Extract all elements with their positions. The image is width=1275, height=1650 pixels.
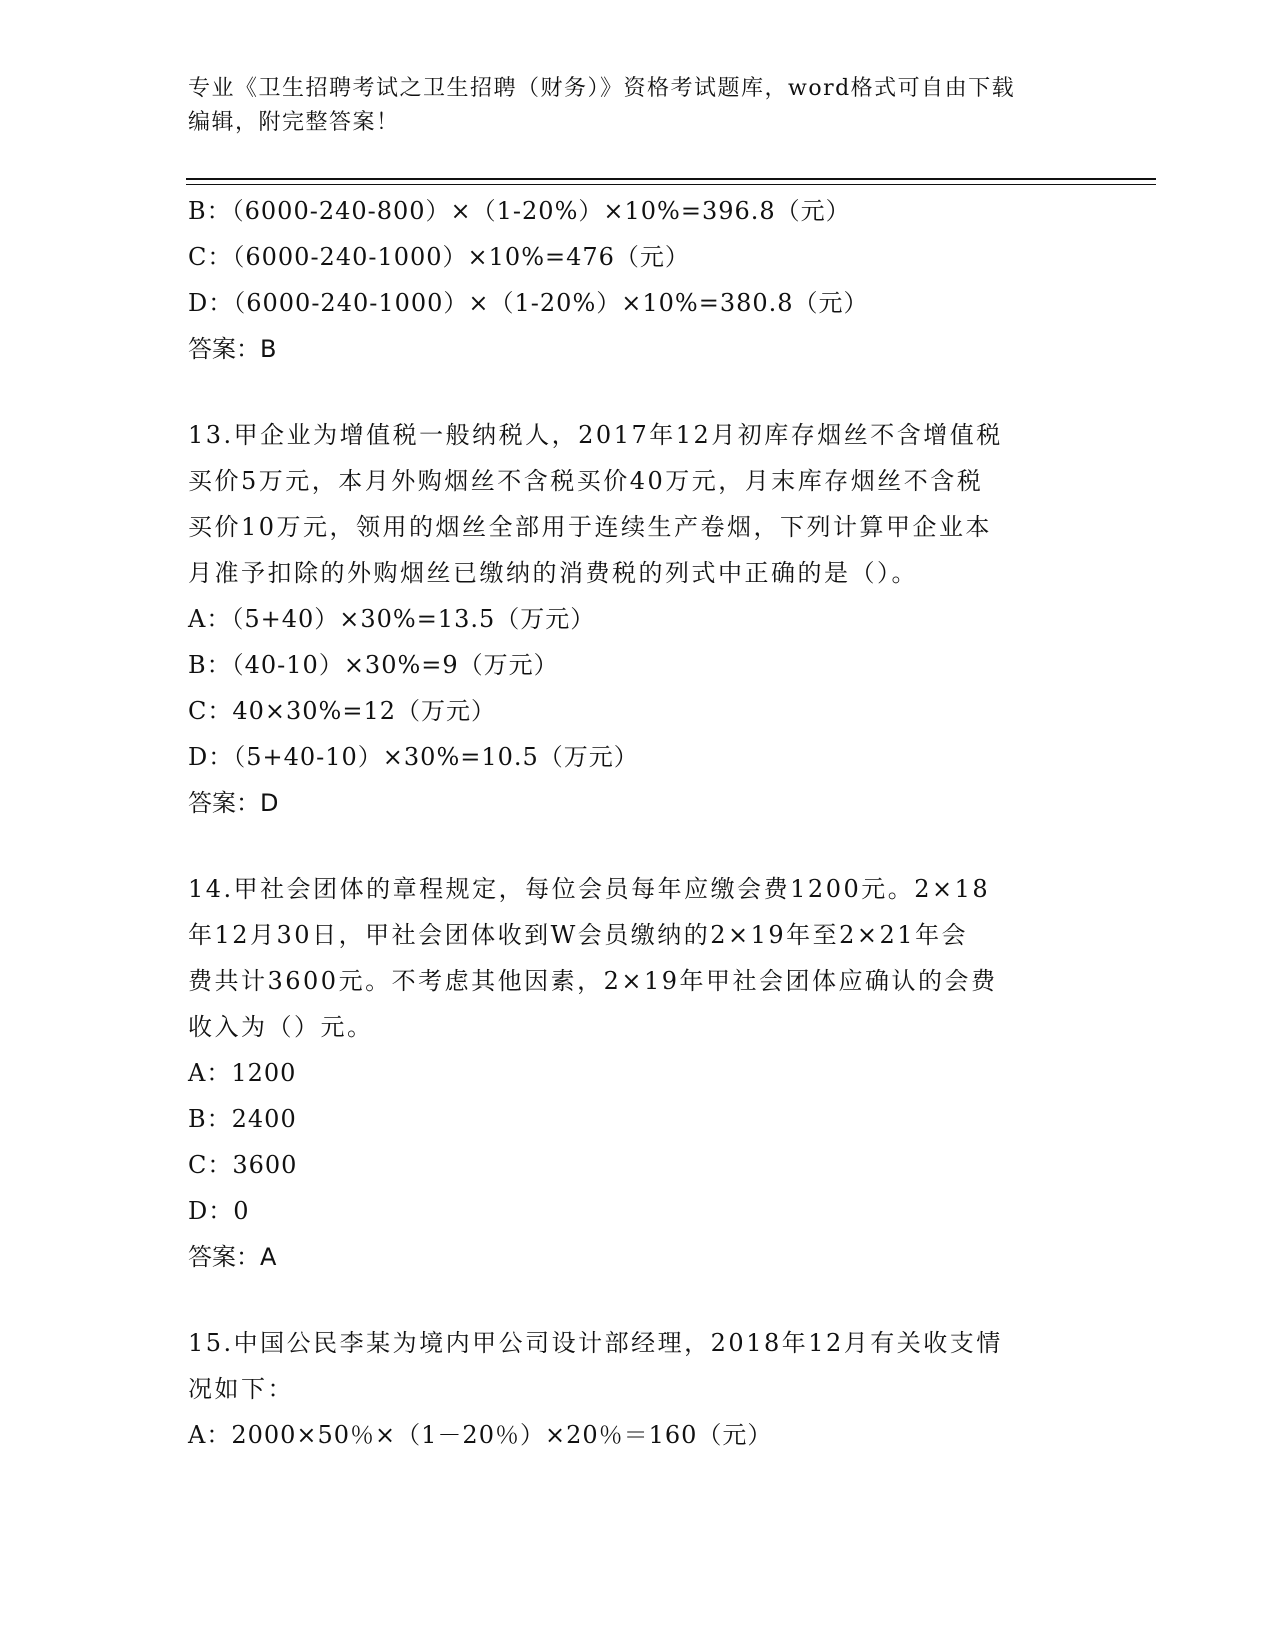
q13-stem-line: 买价5万元，本月外购烟丝不含税买价40万元，月末库存烟丝不含税 [188,467,984,495]
q13-option-d: D：（5+40-10）×30%=10.5（万元） [188,743,639,771]
q15-stem-line: 15.中国公民李某为境内甲公司设计部经理，2018年12月有关收支情 [188,1329,1003,1357]
question-15 [188,1320,1088,1458]
q14-option-b: B：2400 [188,1105,297,1133]
q14-stem [188,866,1068,1050]
q14-stem-line: 费共计3600元。不考虑其他因素，2×19年甲社会团体应确认的会费 [188,967,998,995]
q13-option-a: A：（5+40）×30%=13.5（万元） [188,605,596,633]
q13-option-c: C：40×30%=12（万元） [188,697,497,725]
spacer [188,826,1088,866]
q12-answer: 答案：B [188,335,277,363]
header-divider-thin [186,184,1156,185]
q14-stem-line: 14.甲社会团体的章程规定，每位会员每年应缴会费1200元。2×18 [188,875,991,903]
question-13 [188,412,1088,826]
q13-stem-line: 月准予扣除的外购烟丝已缴纳的消费税的列式中正确的是（）。 [188,559,918,587]
q12-option-c: C：（6000-240-1000）×10%=476（元） [188,243,690,271]
q14-option-c: C：3600 [188,1151,298,1179]
q13-stem [188,412,1068,596]
spacer [188,1280,1088,1320]
header-line-1: 专业《卫生招聘考试之卫生招聘（财务）》资格考试题库，word格式可自由下载 [188,76,1016,101]
document-header [188,72,1088,140]
q13-answer: 答案：D [188,789,279,817]
q14-option-d: D：0 [188,1197,250,1225]
q14-option-a: A：1200 [188,1059,297,1087]
question-14 [188,866,1088,1280]
header-line-2: 编辑，附完整答案！ [188,110,400,135]
q15-option-a: A：2000×50％×（1－20％）×20％＝160（元） [188,1421,773,1449]
q12-option-d: D：（6000-240-1000）×（1-20%）×10%=380.8（元） [188,289,869,317]
header-divider-thick [186,178,1156,180]
q13-stem-line: 13.甲企业为增值税一般纳税人，2017年12月初库存烟丝不含增值税 [188,421,1003,449]
spacer [188,372,1088,412]
q14-stem-line: 收入为（）元。 [188,1013,374,1041]
q14-stem-line: 年12月30日，甲社会团体收到W会员缴纳的2×19年至2×21年会 [188,921,969,949]
q14-answer: 答案：A [188,1243,277,1271]
q15-stem-line: 况如下： [188,1375,294,1403]
question-12 [188,188,1088,372]
q15-stem [188,1320,1068,1412]
q12-option-b: B：（6000-240-800）×（1-20%）×10%=396.8（元） [188,197,851,225]
q13-option-b: B：（40-10）×30%=9（万元） [188,651,559,679]
q13-stem-line: 买价10万元，领用的烟丝全部用于连续生产卷烟，下列计算甲企业本 [188,513,993,541]
question-content [188,188,1088,1458]
